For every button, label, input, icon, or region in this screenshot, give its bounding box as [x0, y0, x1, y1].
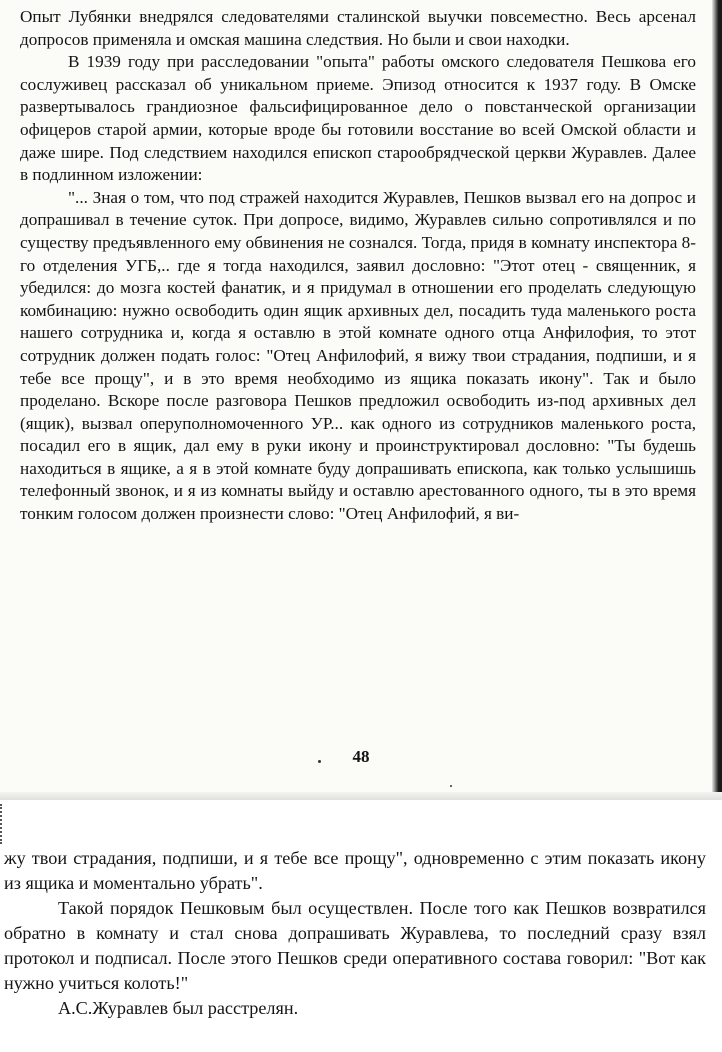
paragraph: "... Зная о том, что под стражей находится Журавлев, Пешков вызвал его на допрос и допрашивал в течение суток. При допросе, видимо, Журавлев сильно сопротивлялся и по существу предъявленного ему обвинения не сознался. Тогда, придя в комнату инспектора 8-го отделения УГБ,.. где я тогда находился, заявил дословно: "Этот отец - священник, я убедился: до мозга костей фанатик, и я придумал в отношении его проделать следующую комбинацию: нужно освободить один ящик архивных дел, посадить туда маленького роста нашего сотрудника и, когда я оставлю в этой комнате одного отца Анфилофия, то этот сотрудник должен подать голос: "Отец Анфилофий, я вижу твои страдания, подпиши, и я тебе все прощу", и в это время необходимо из ящика показать икону". Так и было проделано. Вскоре после разговора Пешков предложил освободить из-под архивных дел (ящик), вызвал оперуполномоченного УР... как одного из сотрудников маленького роста, посадил его в ящик, дал ему в руки икону и проинструктировал дословно: "Ты будешь находиться в ящике, а я в этой комнате буду допрашивать епископа, как только услышишь телефонный звонок, и я из комнаты выйду и оставлю арестованного одного, ты в это время тонким голосом должен произнести слово: "Отец Анфилофий, я ви-	[20, 187, 696, 524]
page-48-body	[20, 6, 696, 526]
scan-edge-shadow	[712, 0, 722, 800]
paragraph: Опыт Лубянки внедрялся следователями сталинской выучки повсеместно. Весь арсенал допросов применяла и омская машина следствия. Но были и свои находки.	[20, 7, 696, 49]
scan-speck	[450, 785, 452, 787]
page-bottom-shadow	[0, 792, 722, 800]
paragraph: Такой порядок Пешковым был осуществлен. После того как Пешков возвратился обратно в комнату и стал снова допрашивать Журавлева, то последний сразу взял протокол и подписал. После этого Пешков среди оперативного состава говорил: "Вот как нужно учиться колоть!"	[4, 898, 706, 993]
paragraph: жу твои страдания, подпиши, и я тебе все прощу", одновременно с этим показать икону из ящика и моментально убрать".	[4, 848, 706, 893]
page-number: 48	[352, 747, 370, 766]
scan-margin-marks	[0, 804, 5, 844]
scan-speck	[318, 760, 321, 763]
page-49	[0, 800, 722, 1052]
paragraph: В 1939 году при расследовании "опыта" работы омского следователя Пешкова его сослуживец рассказал об уникальном приеме. Эпизод относится к 1937 году. В Омске развертывалось грандиозное фальсифицированное дело о повстанческой организации офицеров старой армии, которые вроде бы готовили восстание во всей Омской области и даже шире. Под следствием находился епископ старообрядческой церкви Журавлев. Далее в подлинном изложении:	[20, 52, 696, 185]
page-49-body	[4, 846, 706, 1021]
paragraph: А.С.Журавлев был расстрелян.	[58, 998, 299, 1018]
